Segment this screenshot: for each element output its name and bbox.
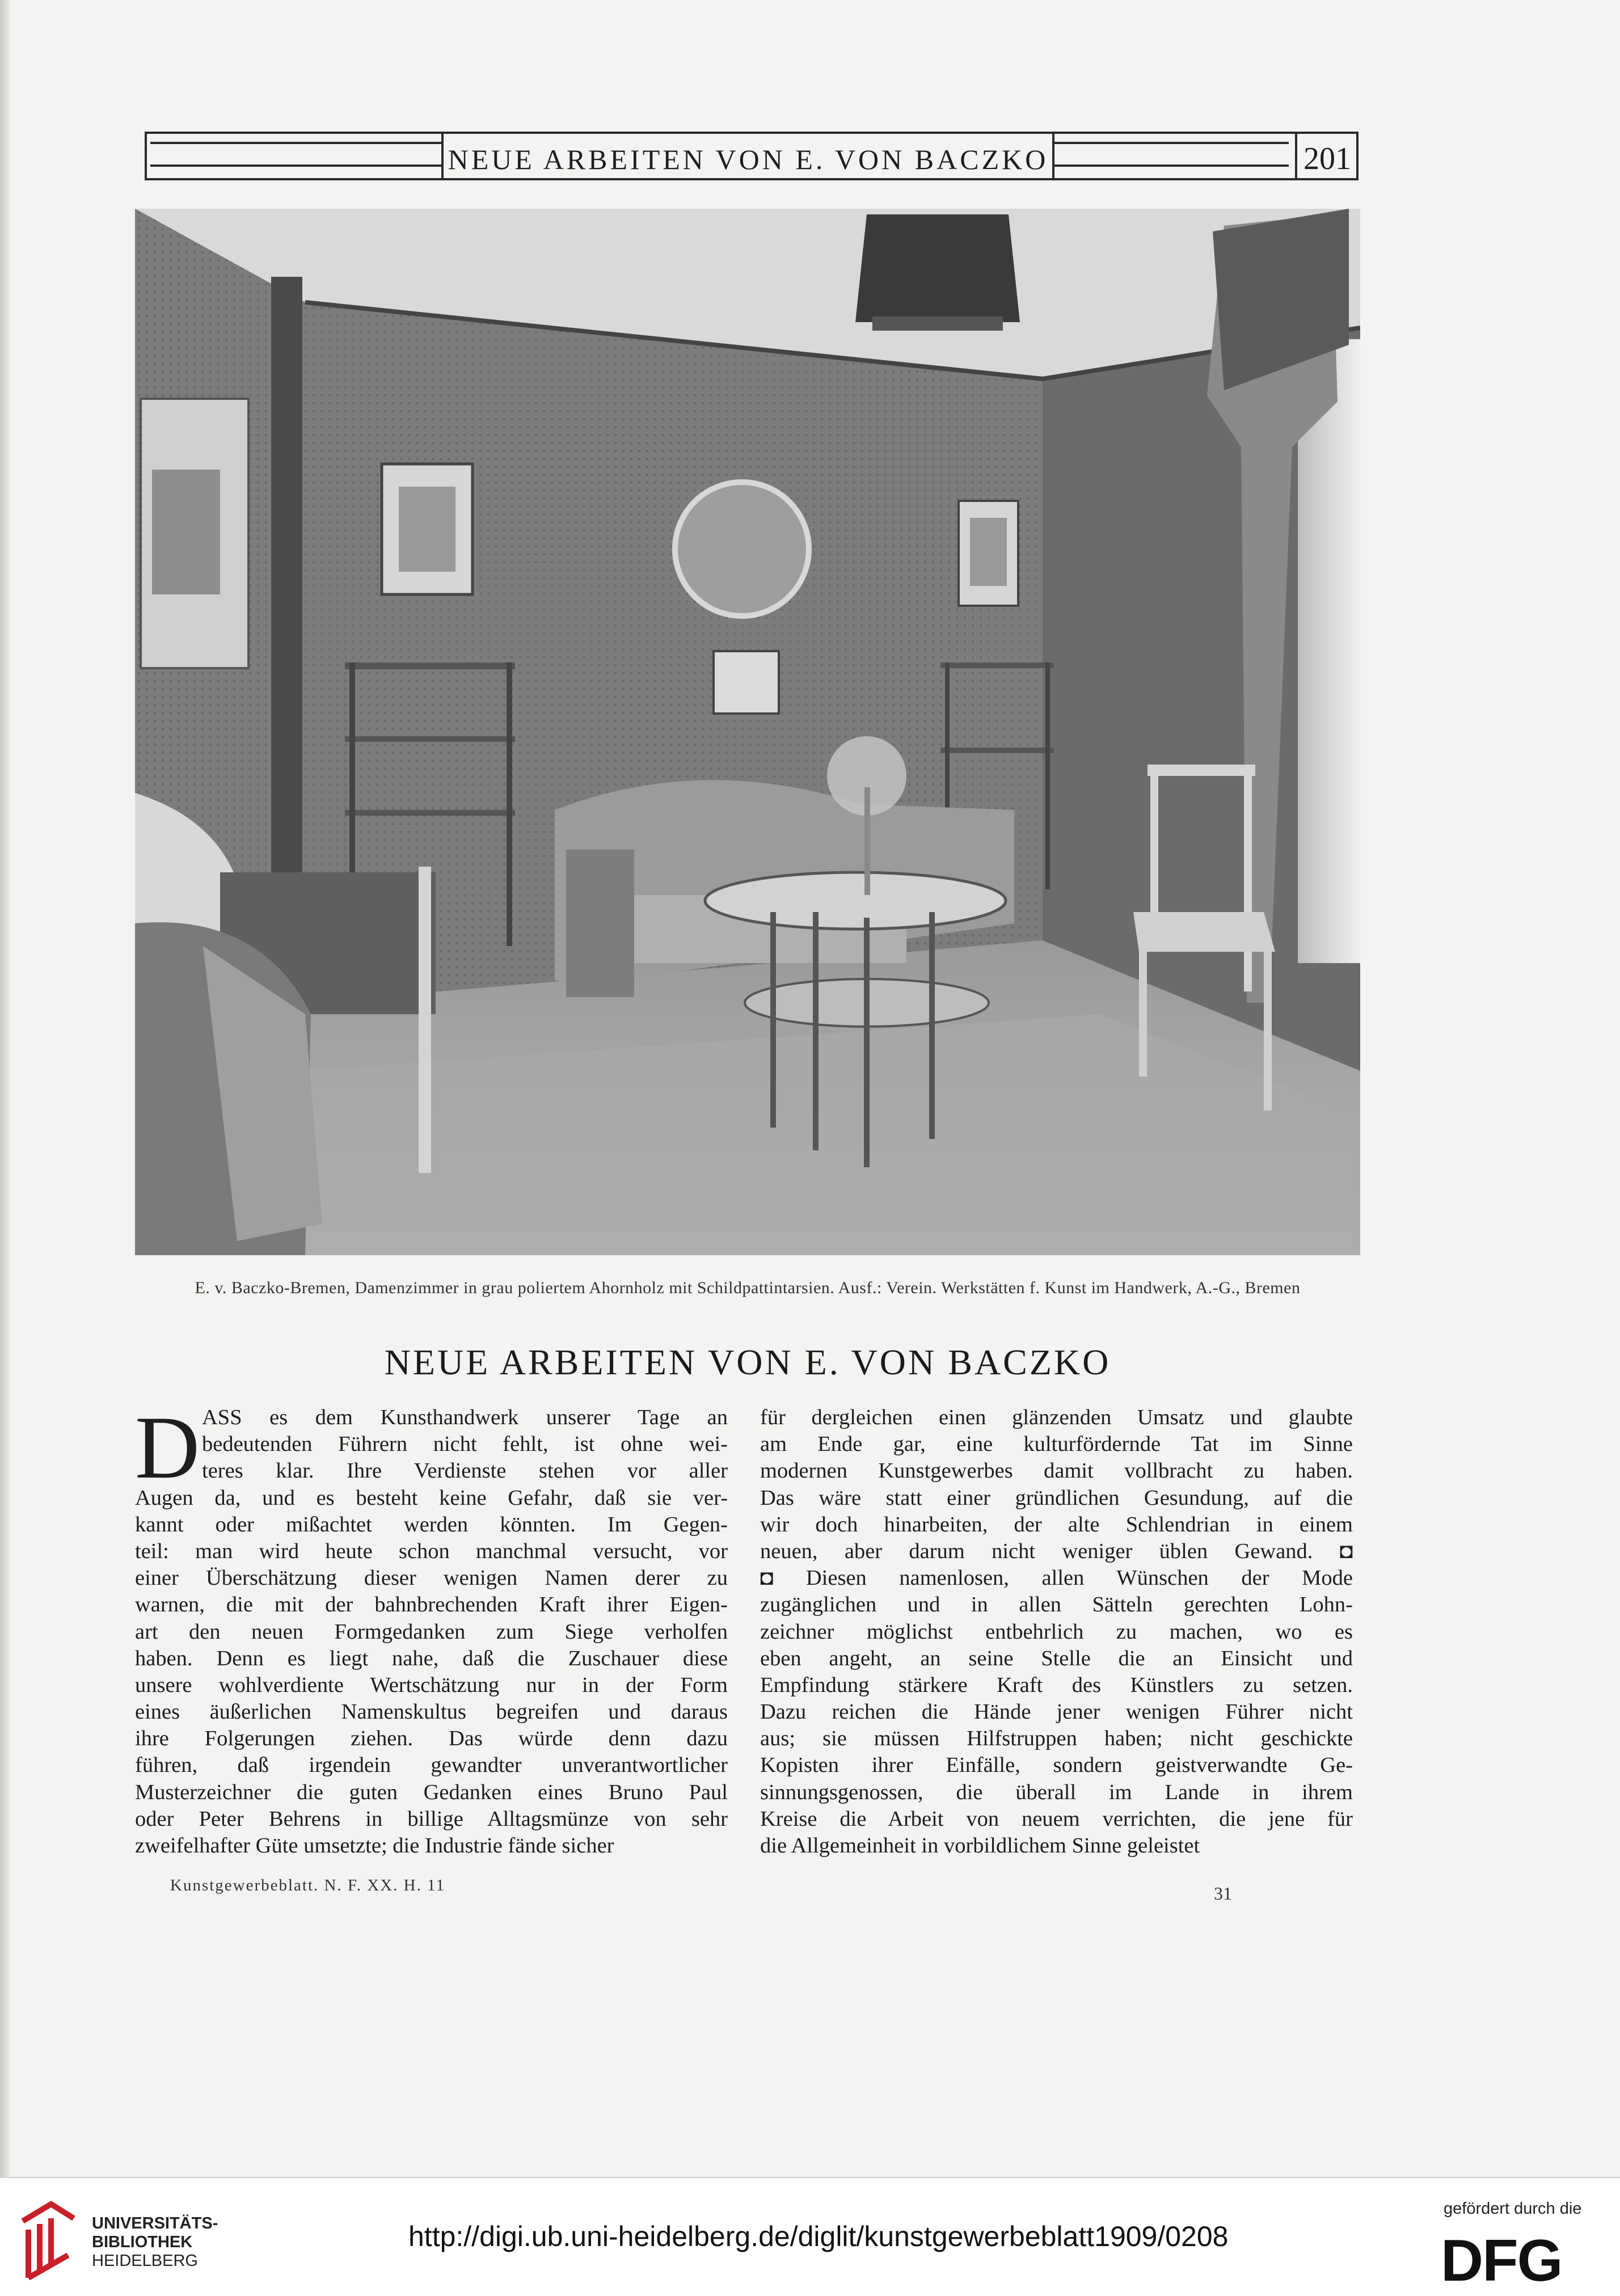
text-column-right xyxy=(760,1404,1353,1859)
text-line: Musterzeichner die guten Gedanken eines Bruno Paul xyxy=(135,1780,728,1804)
text-line: neuen, aber darum nicht weniger üblen Gewand. ◘ xyxy=(760,1539,1353,1563)
page-edge-shadow xyxy=(0,0,10,2177)
text-line: Kreise die Arbeit von neuem verrichten, die jene für xyxy=(760,1807,1353,1831)
text-line: bedeutenden Führern nicht fehlt, ist ohne wei- xyxy=(202,1432,728,1457)
text-line: Empfindung stärkere Kraft des Künstlers zu setzen. xyxy=(760,1673,1353,1697)
journal-footer: Kunstgewerbeblatt. N. F. XX. H. 11 xyxy=(170,1876,446,1894)
text-line: unsere wohlverdiente Wertschätzung nur in der Form xyxy=(135,1673,728,1697)
text-column-left xyxy=(135,1398,728,1859)
text-line: einer Überschätzung dieser wenigen Namen derer zu xyxy=(135,1566,728,1590)
article-title: NEUE ARBEITEN VON E. VON BACZKO xyxy=(384,1342,1111,1382)
text-line: ASS es dem Kunsthandwerk unserer Tage an xyxy=(202,1406,728,1429)
text-line: oder Peter Behrens in billige Alltagsmünze von sehr xyxy=(135,1807,728,1831)
drop-capital: D xyxy=(135,1398,200,1497)
library-line: HEIDELBERG xyxy=(92,2252,198,2270)
library-line: BIBLIOTHEK xyxy=(92,2233,193,2251)
text-line: art den neuen Formgedanken zum Siege verholfen xyxy=(135,1619,728,1644)
header-separator xyxy=(441,134,444,178)
text-line: Kopisten ihrer Einfälle, sondern geistverwandte Ge- xyxy=(760,1753,1353,1778)
room-illustration xyxy=(135,209,1360,1255)
header-rule-right xyxy=(1054,142,1289,167)
text-line: warnen, die mit der bahnbrechenden Kraft ihrer Eigen- xyxy=(135,1593,728,1617)
text-line: Das wäre statt einer gründlichen Gesundung, auf die xyxy=(760,1485,1353,1510)
university-library-logo-icon xyxy=(17,2198,79,2286)
text-line: modernen Kunstgewerbes damit vollbracht zu haben. xyxy=(760,1459,1353,1483)
header-rule-left xyxy=(150,142,442,167)
university-library-name xyxy=(92,2214,218,2270)
permalink-url[interactable]: http://digi.ub.uni-heidelberg.de/diglit/kunstgewerbeblatt1909/0208 xyxy=(408,2221,1229,2252)
digitization-banner xyxy=(0,2177,1620,2296)
dfg-logo: DFG xyxy=(1441,2228,1562,2294)
figure-caption: E. v. Baczko-Bremen, Damenzimmer in grau poliertem Ahornholz mit Schildpattintarsien. Ausf.: Verein. Werkstätten f. Kunst im Handwerk, A.-G., Bremen xyxy=(195,1278,1301,1297)
text-line: haben. Denn es liegt nahe, daß die Zuschauer diese xyxy=(135,1646,728,1670)
text-line: Augen da, und es besteht keine Gefahr, daß sie ver- xyxy=(135,1485,728,1510)
text-line: ◘ Diesen namenlosen, allen Wünschen der Mode xyxy=(760,1566,1353,1590)
signature-mark: 31 xyxy=(1214,1883,1232,1904)
text-line: Dazu reichen die Hände jener wenigen Führer nicht xyxy=(760,1700,1353,1724)
text-line: sinnungsgenossen, die überall im Lande in ihrem xyxy=(760,1780,1353,1804)
text-line: eben angeht, an seine Stelle die an Einsicht und xyxy=(760,1646,1353,1670)
running-header xyxy=(145,132,1359,180)
text-line: eines äußerlichen Namenskultus begreifen und daraus xyxy=(135,1700,728,1724)
text-line: kannt oder mißachtet werden könnten. Im Gegen- xyxy=(135,1512,728,1537)
text-line: zugänglichen und in allen Sätteln gerechten Lohn- xyxy=(760,1593,1353,1617)
header-separator xyxy=(1295,134,1297,178)
text-line: teil: man wird heute schon manchmal versucht, vor xyxy=(135,1539,728,1563)
text-line: aus; sie müssen Hilfstruppen haben; nicht geschickte xyxy=(760,1727,1353,1751)
text-line: teres klar. Ihre Verdienste stehen vor aller xyxy=(202,1459,728,1483)
page-number: 201 xyxy=(1303,141,1351,176)
text-line: am Ende gar, eine kulturfördernde Tat im Sinne xyxy=(760,1432,1353,1457)
text-line: ihre Folgerungen ziehen. Das würde denn dazu xyxy=(135,1727,728,1751)
text-line: zeichner möglichst entbehrlich zu machen, wo es xyxy=(760,1619,1353,1644)
text-line: für dergleichen einen glänzenden Umsatz und glaubte xyxy=(760,1406,1353,1429)
text-line: zweifelhafter Güte umsetzte; die Industrie fände sicher xyxy=(135,1834,614,1858)
funding-label: gefördert durch die xyxy=(1444,2200,1582,2218)
library-line: UNIVERSITÄTS- xyxy=(92,2214,218,2232)
text-line: führen, daß irgendein gewandter unverantwortlicher xyxy=(135,1753,728,1778)
room-photograph xyxy=(135,209,1360,1255)
running-title: NEUE ARBEITEN VON E. VON BACZKO xyxy=(448,144,1049,175)
text-line: wir doch hinarbeiten, der alte Schlendrian in einem xyxy=(760,1512,1353,1537)
text-line: die Allgemeinheit in vorbildlichem Sinne geleistet xyxy=(760,1834,1200,1858)
